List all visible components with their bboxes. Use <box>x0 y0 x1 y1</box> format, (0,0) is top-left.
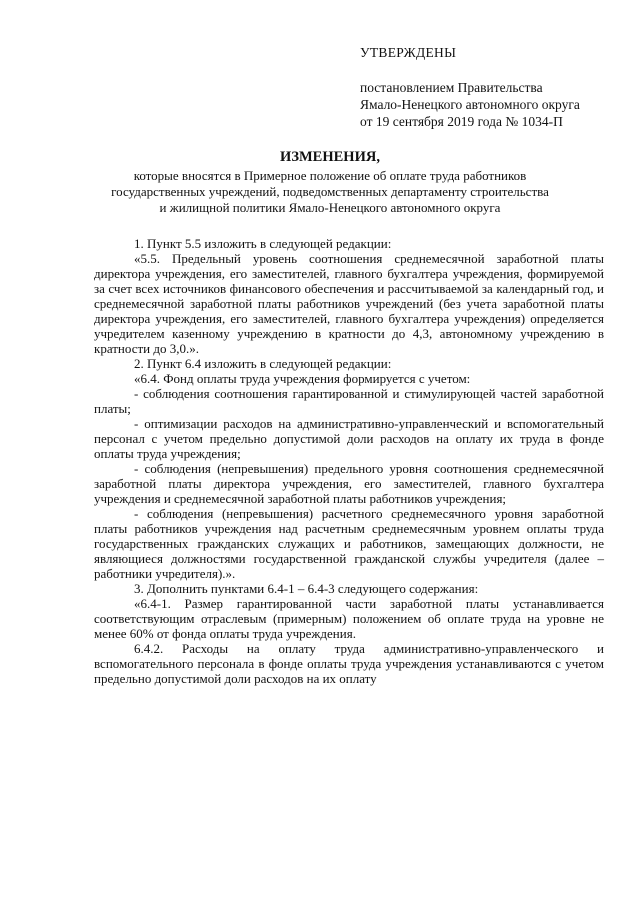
body-paragraph: - соблюдения соотношения гарантированной и стимулирующей частей заработной платы; <box>94 386 604 416</box>
body-paragraph: «5.5. Предельный уровень соотношения среднемесячной заработной платы директора учреждения, его заместителей, главного бухгалтера учреждения, формируемой за счет всех источников финансового обеспечения и рассчитываемой за календарный год, и среднемесячной заработной платы работников учреждений (без учета заработной платы директора учреждения, его заместителей, главного бухгалтера учреждения) определяется учредителем казенному учреждению в кратности до 4,3, автономному учреждению в кратности до 3,0.». <box>94 251 604 356</box>
document-subtitle-line: которые вносятся в Примерное положение об оплате труда работников <box>133 168 527 183</box>
approval-stamp <box>360 44 630 130</box>
body-paragraph: «6.4. Фонд оплаты труда учреждения формируется с учетом: <box>134 371 471 386</box>
document-body <box>94 236 604 686</box>
document-title-block <box>60 148 600 216</box>
approval-line: постановлением Правительства <box>360 80 543 95</box>
body-paragraph: - оптимизации расходов на административно-управленческий и вспомогательный персонал с учетом предельно допустимой доли расходов на оплату их труда в фонде оплаты труда учреждения; <box>94 416 604 461</box>
body-paragraph: 6.4.2. Расходы на оплату труда административно-управленческого и вспомогательного персонала в фонде оплаты труда учреждения устанавливаются с учетом предельно допустимой доли расходов на их оплату <box>94 641 604 686</box>
document-title: ИЗМЕНЕНИЯ, <box>280 149 380 165</box>
approval-line: от 19 сентября 2019 года № 1034-П <box>360 114 563 129</box>
body-paragraph: «6.4-1. Размер гарантированной части заработной платы устанавливается соответствующим отраслевым (примерным) положением об оплате труда на уровне не менее 60% от фонда оплаты труда учреждения. <box>94 596 604 641</box>
body-paragraph: - соблюдения (непревышения) предельного уровня соотношения среднемесячной заработной платы директора учреждения, его заместителей, главного бухгалтера учреждения и среднемесячной заработной платы работников учреждения; <box>94 461 604 506</box>
body-paragraph: 1. Пункт 5.5 изложить в следующей редакции: <box>134 236 392 251</box>
document-subtitle-line: государственных учреждений, подведомственных департаменту строительства <box>111 184 549 199</box>
body-paragraph: - соблюдения (непревышения) расчетного среднемесячного уровня заработной платы работников учреждения над расчетным среднемесячным уровнем оплаты труда государственных гражданских служащих и работников, замещающих должности, не являющиеся должностями государственной гражданской службы учредителя (далее – работники учредителя).». <box>94 506 604 581</box>
document-subtitle-line: и жилищной политики Ямало-Ненецкого автономного округа <box>159 200 501 215</box>
body-paragraph: 2. Пункт 6.4 изложить в следующей редакции: <box>134 356 392 371</box>
approval-line: Ямало-Ненецкого автономного округа <box>360 97 580 112</box>
body-paragraph: 3. Дополнить пунктами 6.4-1 – 6.4-3 следующего содержания: <box>134 581 479 596</box>
approval-heading: УТВЕРЖДЕНЫ <box>360 45 457 60</box>
